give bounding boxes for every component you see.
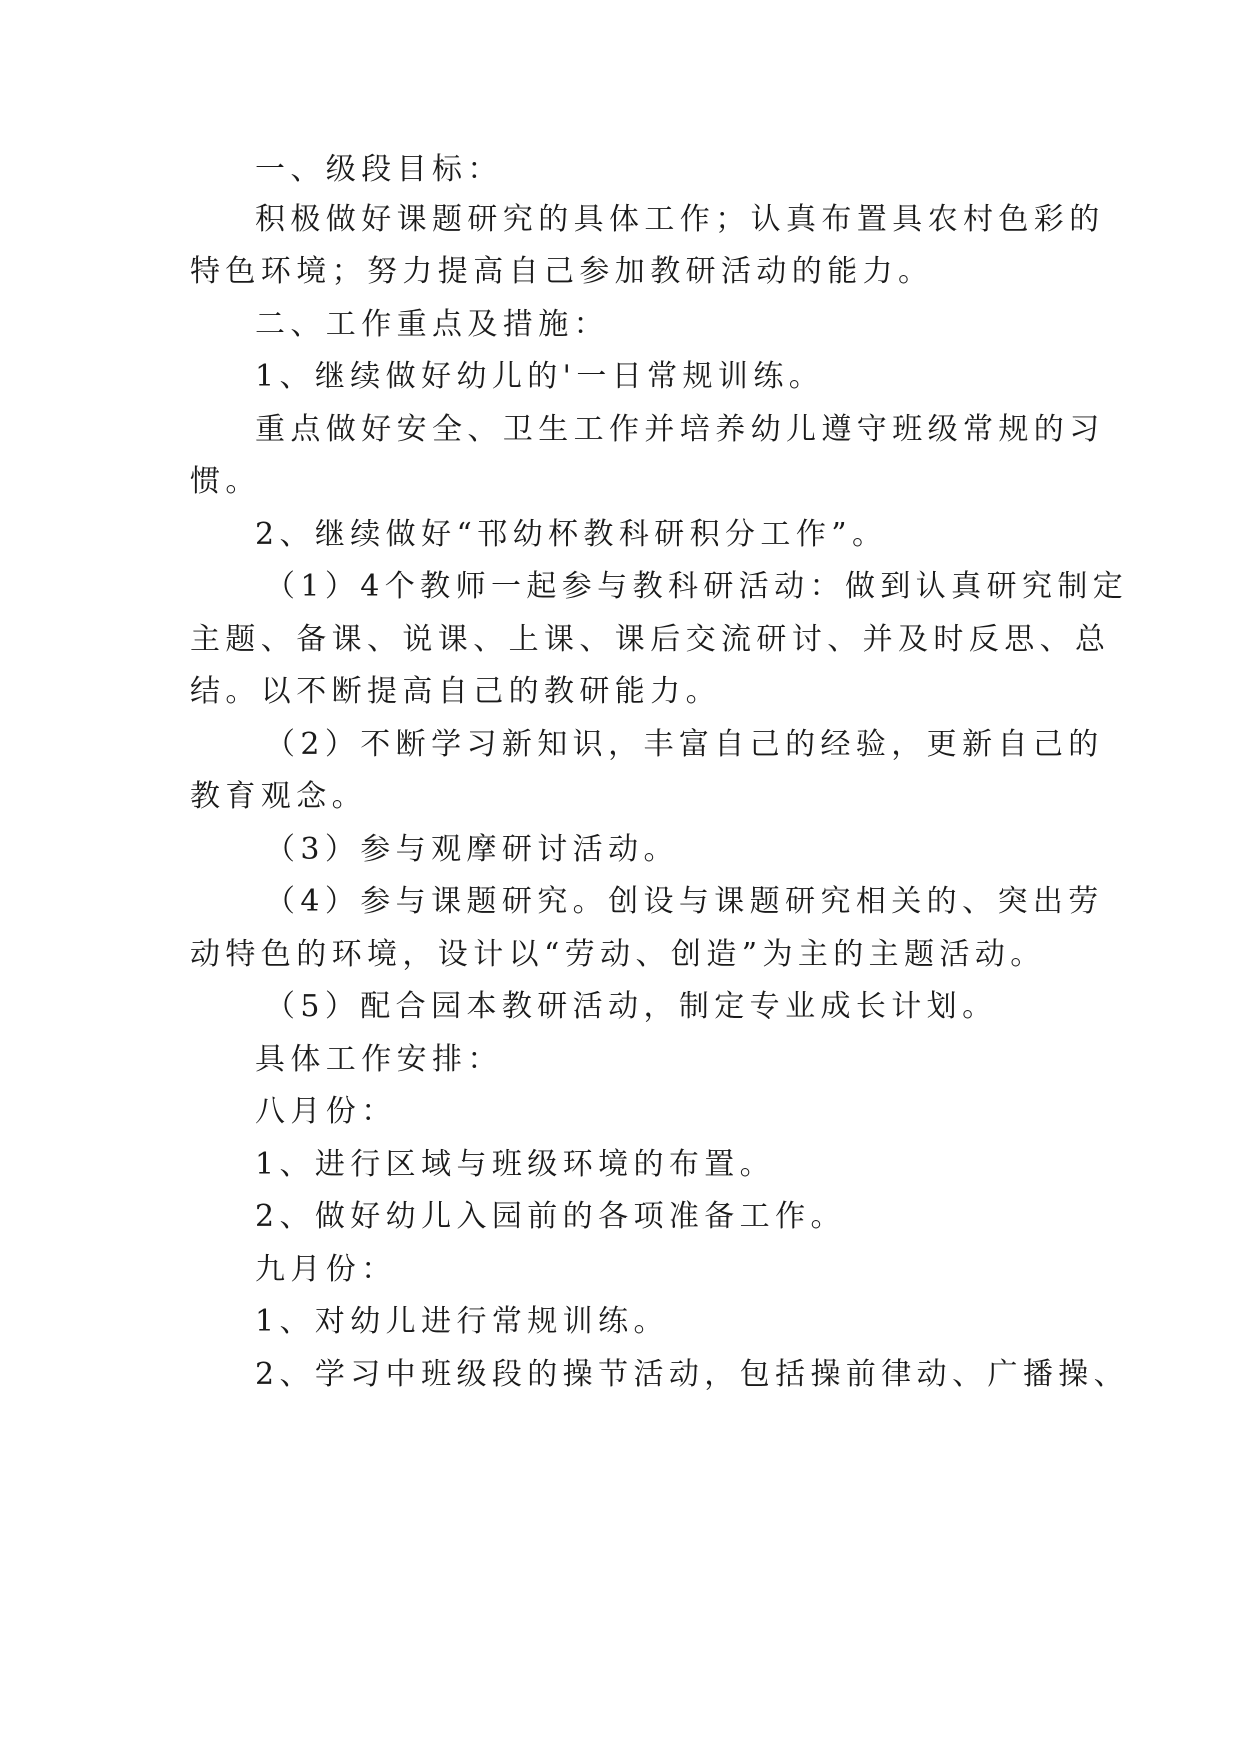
heading-level-goals: 一、级段目标： [255, 152, 503, 187]
list-item: （3）参与观摩研讨活动。 [265, 832, 679, 867]
heading-work-focus: 二、工作重点及措施： [255, 307, 609, 342]
paragraph-line: 惯。 [190, 464, 261, 499]
list-item: （1）4个教师一起参与教科研活动：做到认真研究制定 [265, 569, 1129, 604]
heading-august: 八月份： [255, 1094, 397, 1129]
paragraph-line: 结。以不断提高自己的教研能力。 [190, 674, 721, 709]
paragraph-line: 积极做好课题研究的具体工作；认真布置具农村色彩的 [255, 202, 1105, 237]
list-item: 2、学习中班级段的操节活动，包括操前律动、广播操、 [255, 1357, 1130, 1392]
list-item: （2）不断学习新知识，丰富自己的经验，更新自己的 [265, 727, 1104, 762]
heading-september: 九月份： [255, 1252, 397, 1287]
paragraph-line: 重点做好安全、卫生工作并培养幼儿遵守班级常规的习 [255, 412, 1105, 447]
heading-schedule: 具体工作安排： [255, 1042, 503, 1077]
paragraph-line: 特色环境；努力提高自己参加教研活动的能力。 [190, 254, 934, 289]
list-item: （5）配合园本教研活动，制定专业成长计划。 [265, 989, 998, 1024]
paragraph-line: 主题、备课、说课、上课、课后交流研讨、并及时反思、总 [190, 622, 1111, 657]
list-item: 1、继续做好幼儿的'一日常规训练。 [255, 359, 825, 394]
list-item: 1、进行区域与班级环境的布置。 [255, 1147, 776, 1182]
list-item: 1、对幼儿进行常规训练。 [255, 1304, 669, 1339]
paragraph-line: 教育观念。 [190, 779, 367, 814]
list-item: 2、做好幼儿入园前的各项准备工作。 [255, 1199, 846, 1234]
list-item: 2、继续做好“邗幼杯教科研积分工作”。 [255, 517, 888, 552]
list-item: （4）参与课题研究。创设与课题研究相关的、突出劳 [265, 884, 1104, 919]
paragraph-line: 动特色的环境，设计以“劳动、创造”为主的主题活动。 [190, 937, 1046, 972]
